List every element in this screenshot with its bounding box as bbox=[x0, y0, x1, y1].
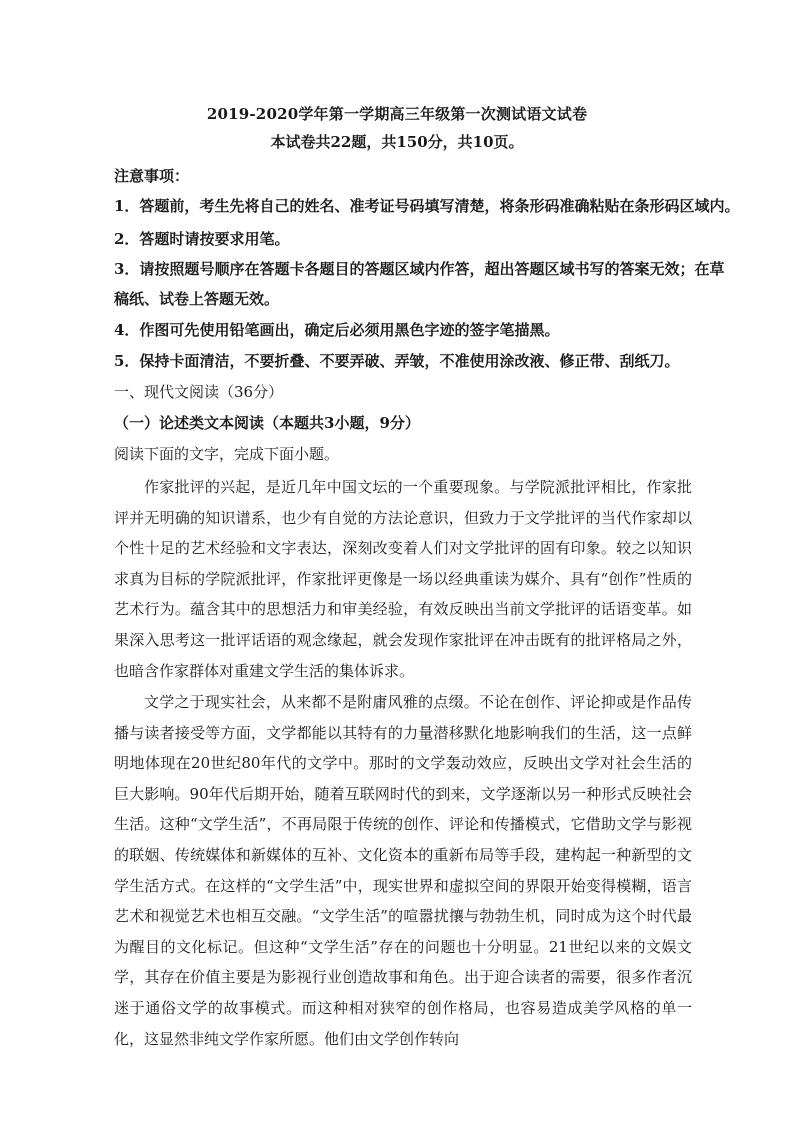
article-paragraph-2: 文学之于现实社会，从来都不是附庸风雅的点缀。不论在创作、评论抑或是作品传播与读者接受等方面，文学都能以其特有的力量潜移默化地影响我们的生活，这一点鲜明地体现在20世纪80年代的文学中。那时的文学轰动效应，反映出文学对社会生活的巨大影响。90年代后期开始，随着互联网时代的到来，文学逐渐以另一种形式反映社会生活。这种“文学生活”，不再局限于传统的创作、评论和传播模式，它借助文学与影视的联姻、传统媒体和新媒体的互补、文化资本的重新布局等手段，建构起一种新型的文学生活方式。在这样的“文学生活”中，现实世界和虚拟空间的界限开始变得模糊，语言艺术和视觉艺术也相互交融。“文学生活”的喧嚣扰攘与勃勃生机，同时成为这个时代最为醒目的文化标记。但这种“文学生活”存在的问题也十分明显。21世纪以来的文娱文学，其存在价值主要是为影视行业创造故事和角色。出于迎合读者的需要，很多作者沉迷于通俗文学的故事模式。而这种相对狭窄的创作格局，也容易造成美学风格的单一化，这显然非纯文学作家所愿。他们由文学创作转向 bbox=[114, 693, 692, 1048]
notice-item-4: 4．作图可先使用铅笔画出，确定后必须用黑色字迹的签字笔描黑。 bbox=[114, 321, 560, 339]
notice-heading: 注意事项： bbox=[114, 167, 190, 185]
section-heading: 一、现代文阅读（36分） bbox=[114, 383, 284, 401]
notice-item-3-cont: 稿纸、试卷上答题无效。 bbox=[114, 290, 280, 308]
notice-item-5: 5．保持卡面清洁，不要折叠、不要弄破、弄皱，不准使用涂改液、修正带、刮纸刀。 bbox=[114, 352, 680, 370]
section-subheading: （一）论述类文本阅读（本题共3小题，9分） bbox=[114, 414, 420, 432]
reading-instruction: 阅读下面的文字，完成下面小题。 bbox=[114, 445, 340, 463]
exam-subtitle: 本试卷共22题，共150分，共10页。 bbox=[270, 133, 524, 151]
notice-item-2: 2．答题时请按要求用笔。 bbox=[114, 230, 290, 248]
article-paragraph-1: 作家批评的兴起，是近几年中国文坛的一个重要现象。与学院派批评相比，作家批评并无明确的知识谱系，也少有自觉的方法论意识，但致力于文学批评的当代作家却以个性十足的艺术经验和文字表达，深刻改变着人们对文学批评的固有印象。较之以知识求真为目标的学院派批评，作家批评更像是一场以经典重读为媒介、具有“创作”性质的艺术行为。蕴含其中的思想活力和审美经验，有效反映出当前文学批评的话语变革。如果深入思考这一批评话语的观念缘起，就会发现作家批评在冲击既有的批评格局之外，也暗含作家群体对重建文学生活的集体诉求。 bbox=[114, 478, 692, 680]
exam-title: 2019-2020学年第一学期高三年级第一次测试语文试卷 bbox=[206, 105, 588, 123]
notice-item-1: 1．答题前，考生先将自己的姓名、准考证号码填写清楚，将条形码准确粘贴在条形码区域内。 bbox=[114, 197, 740, 215]
notice-item-3: 3．请按照题号顺序在答题卡各题目的答题区域内作答，超出答题区域书写的答案无效；在草 bbox=[114, 260, 725, 278]
